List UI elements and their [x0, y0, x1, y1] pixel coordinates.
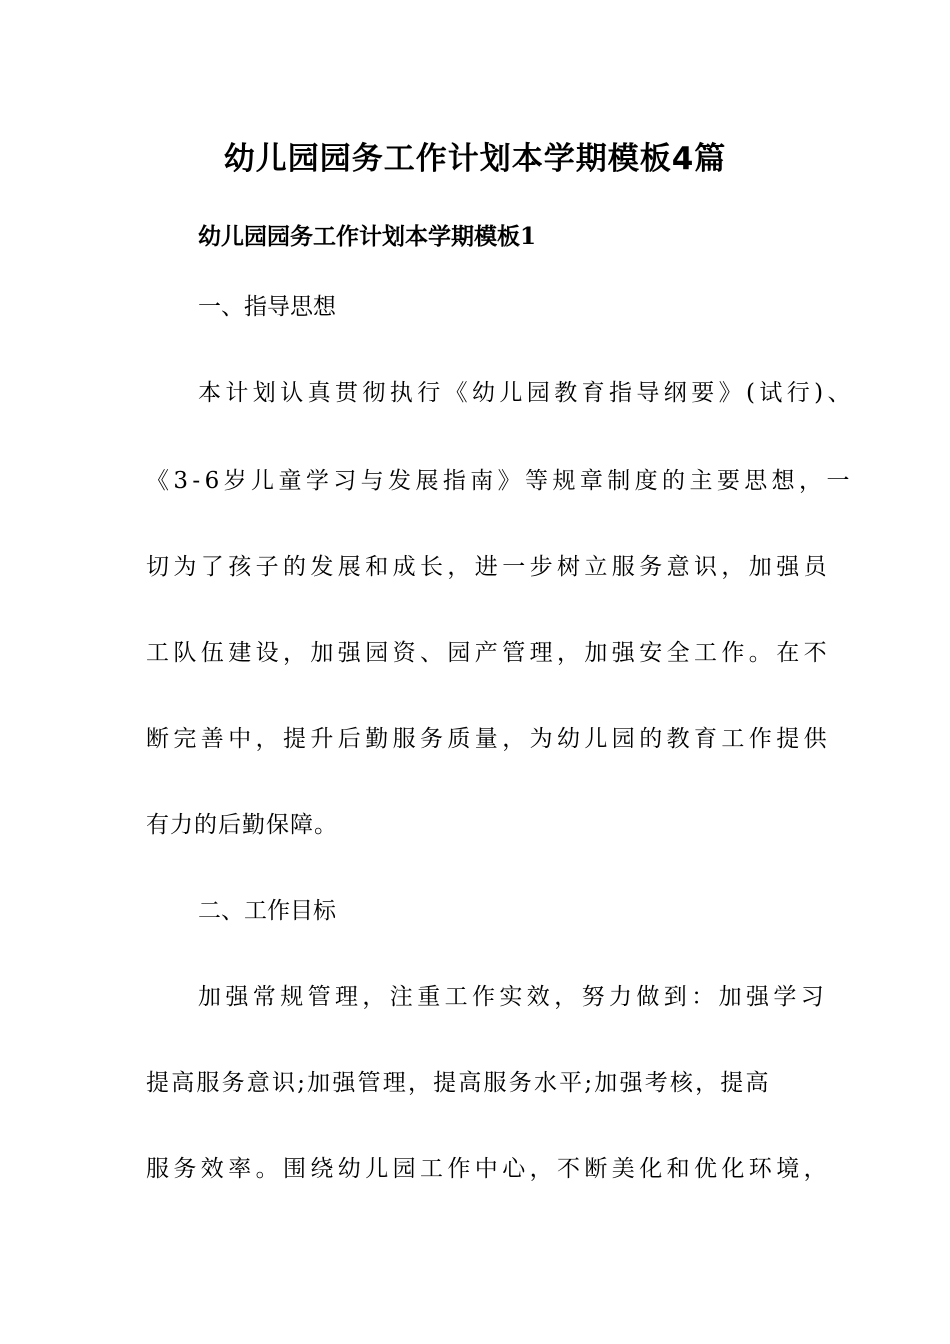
paragraph-line: 《3-6岁儿童学习与发展指南》等规章制度的主要思想，一: [146, 468, 854, 494]
paragraph-line: 工队伍建设，加强园资、园产管理，加强安全工作。在不: [146, 640, 831, 666]
section-heading-guiding-ideology: 一、指导思想: [198, 294, 336, 320]
paragraph-line: 切为了孩子的发展和成长，进一步树立服务意识，加强员: [146, 554, 831, 580]
paragraph-line: 断完善中，提升后勤服务质量，为幼儿园的教育工作提供: [146, 726, 831, 752]
paragraph-line: 提高服务意识;加强管理，提高服务水平;加强考核，提高: [146, 1070, 771, 1096]
document-title: 幼儿园园务工作计划本学期模板4篇: [223, 141, 727, 177]
paragraph-line: 有力的后勤保障。: [146, 812, 338, 838]
section-heading-work-goals: 二、工作目标: [198, 898, 336, 924]
paragraph-line: 加强常规管理，注重工作实效，努力做到：加强学习: [198, 984, 829, 1010]
paragraph-line: 本计划认真贯彻执行《幼儿园教育指导纲要》(试行)、: [198, 380, 855, 406]
paragraph-line: 服务效率。围绕幼儿园工作中心，不断美化和优化环境，: [146, 1156, 831, 1182]
section-subtitle: 幼儿园园务工作计划本学期模板1: [198, 223, 537, 250]
